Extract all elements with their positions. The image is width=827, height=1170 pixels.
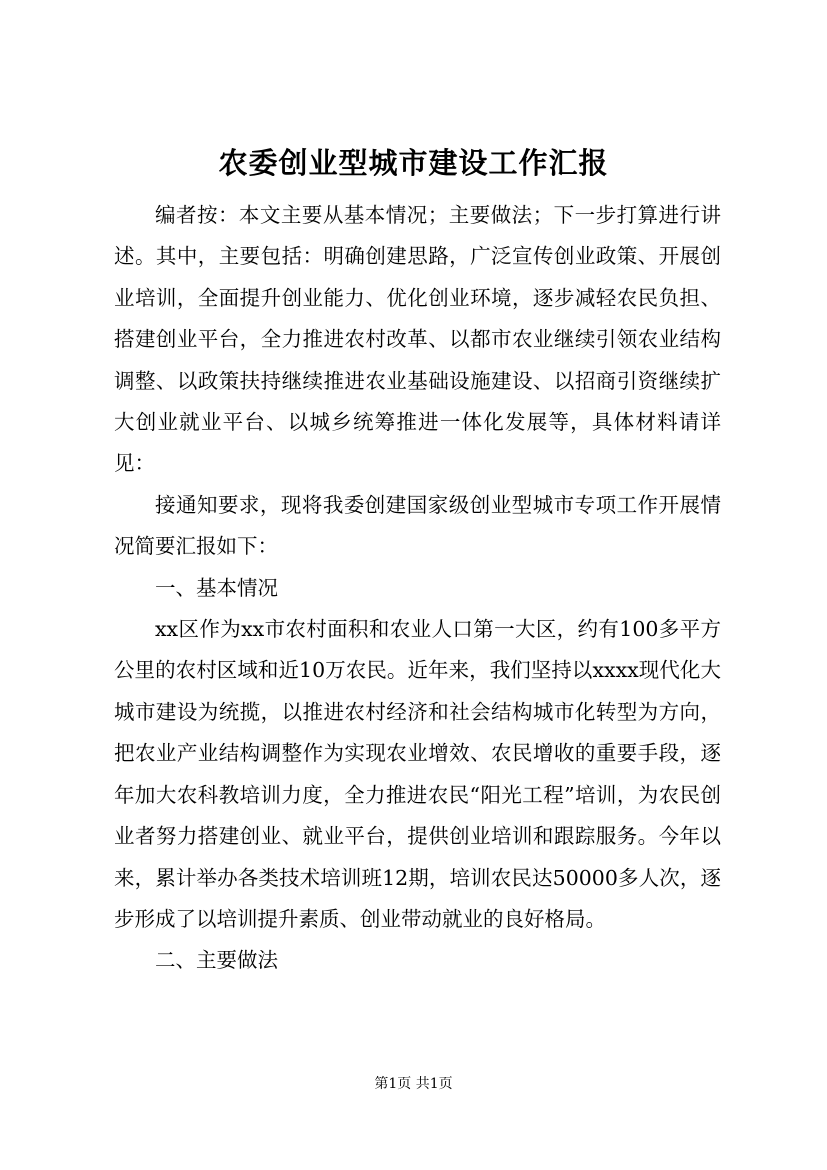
document-body (114, 195, 721, 982)
basic-situation-paragraph: xx区作为xx市农村面积和农业人口第一大区，约有100多平方公里的农村区域和近10万农民。近年来，我们坚持以xxxx现代化大城市建设为统揽，以推进农村经济和社会结构城市化转型为方向，把农业产业结构调整作为实现农业增效、农民增收的重要手段，逐年加大农科教培训力度，全力推进农民“阳光工程”培训，为农民创业者努力搭建创业、就业平台，提供创业培训和跟踪服务。今年以来，累计举办各类技术培训班12期，培训农民达50000多人次，逐步形成了以培训提升素质、创业带动就业的良好格局。 (114, 617, 721, 931)
editor-note-paragraph: 编者按：本文主要从基本情况；主要做法；下一步打算进行讲述。其中，主要包括：明确创建思路，广泛宣传创业政策、开展创业培训，全面提升创业能力、优化创业环境，逐步减轻农民负担、搭建创业平台，全力推进农村改革、以都市农业继续引领农业结构调整、以政策扶持继续推进农业基础设施建设、以招商引资继续扩大创业就业平台、以城乡统筹推进一体化发展等，具体材料请详见： (114, 203, 721, 476)
document-title: 农委创业型城市建设工作汇报 (218, 146, 609, 180)
section-heading-basic-situation: 一、基本情况 (155, 575, 278, 600)
intro-paragraph: 接通知要求，现将我委创建国家级创业型城市专项工作开展情况简要汇报如下： (114, 492, 721, 559)
section-heading-main-practices: 二、主要做法 (155, 948, 278, 973)
page-number-footer: 第1页 共1页 (374, 1076, 453, 1092)
